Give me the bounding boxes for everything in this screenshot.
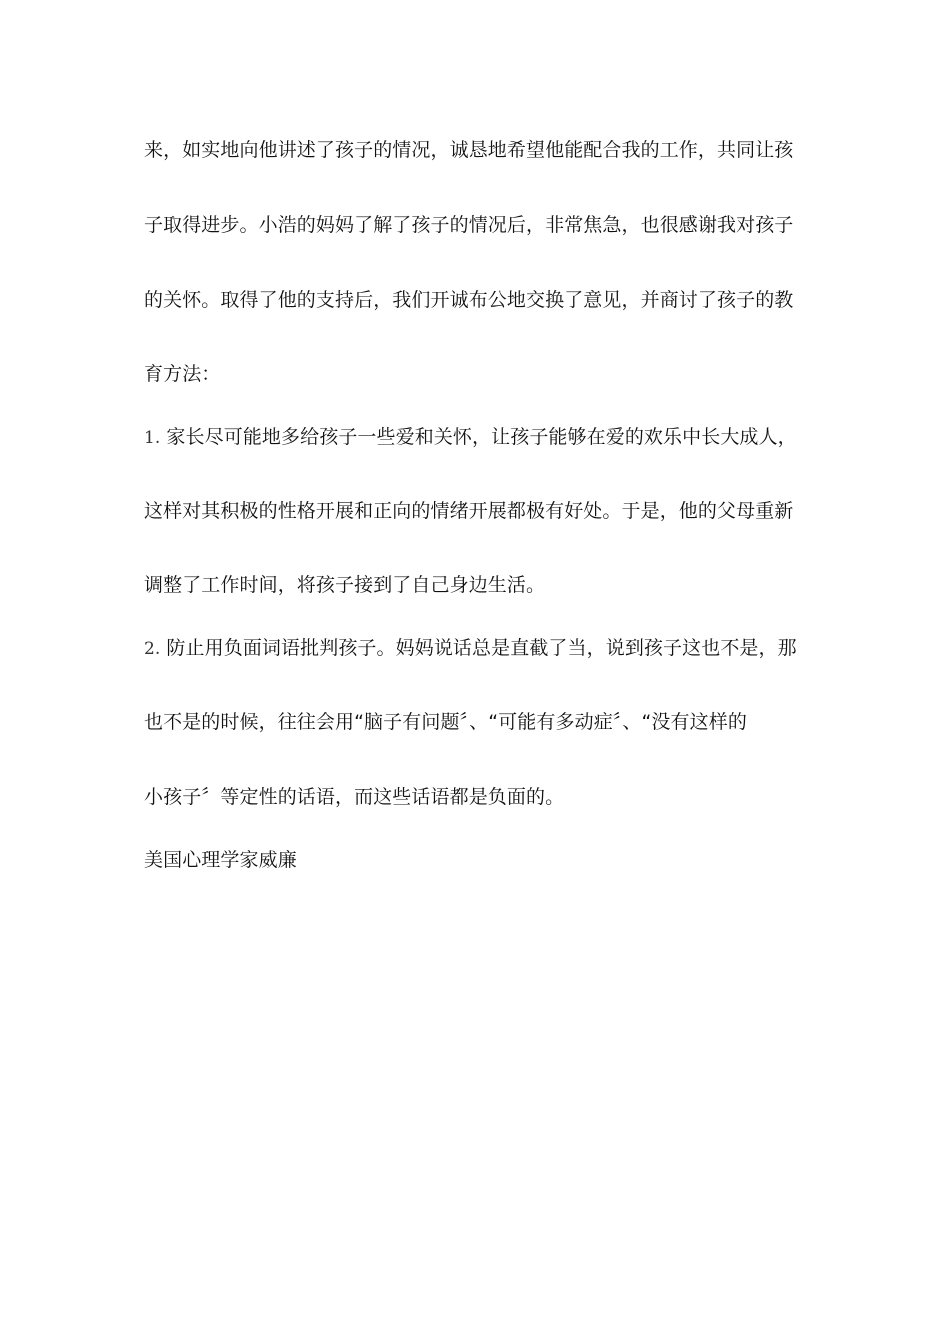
- list-item-2-line-1: [144, 635, 814, 662]
- paragraph-line-2: 子取得进步。小浩的妈妈了解了孩子的情况后，非常焦急，也很感谢我对孩子: [144, 214, 794, 236]
- list-item-1-number: 1.: [144, 428, 161, 448]
- list-item-2-number: 2.: [144, 639, 161, 659]
- list-item-2-line-2: 也不是的时候，往往会用“脑子有问题〞、“可能有多动症〞、“没有这样的: [144, 711, 747, 733]
- list-item-1-line-2: 这样对其积极的性格开展和正向的情绪开展都极有好处。于是，他的父母重新: [144, 500, 794, 522]
- list-item-1-line-3: 调整了工作时间，将孩子接到了自己身边生活。: [144, 574, 546, 596]
- list-item-2-line-3: 小孩子〞等定性的话语，而这些话语都是负面的。: [144, 786, 565, 808]
- list-item-2-text-1: 防止用负面词语批判孩子。妈妈说话总是直截了当，说到孩子这也不是，那: [166, 637, 797, 659]
- paragraph-line-3: 的关怀。取得了他的支持后，我们开诚布公地交换了意见，并商讨了孩子的教: [144, 289, 794, 311]
- list-item-1-text-1: 家长尽可能地多给孩子一些爱和关怀，让孩子能够在爱的欢乐中长大成人，: [166, 426, 797, 448]
- paragraph-line-1: 来，如实地向他讲述了孩子的情况，诚恳地希望他能配合我的工作，共同让孩: [144, 139, 794, 161]
- list-item-1-line-1: [144, 424, 814, 451]
- closing-line: 美国心理学家威廉: [144, 849, 297, 871]
- paragraph-line-4: 育方法：: [144, 363, 221, 385]
